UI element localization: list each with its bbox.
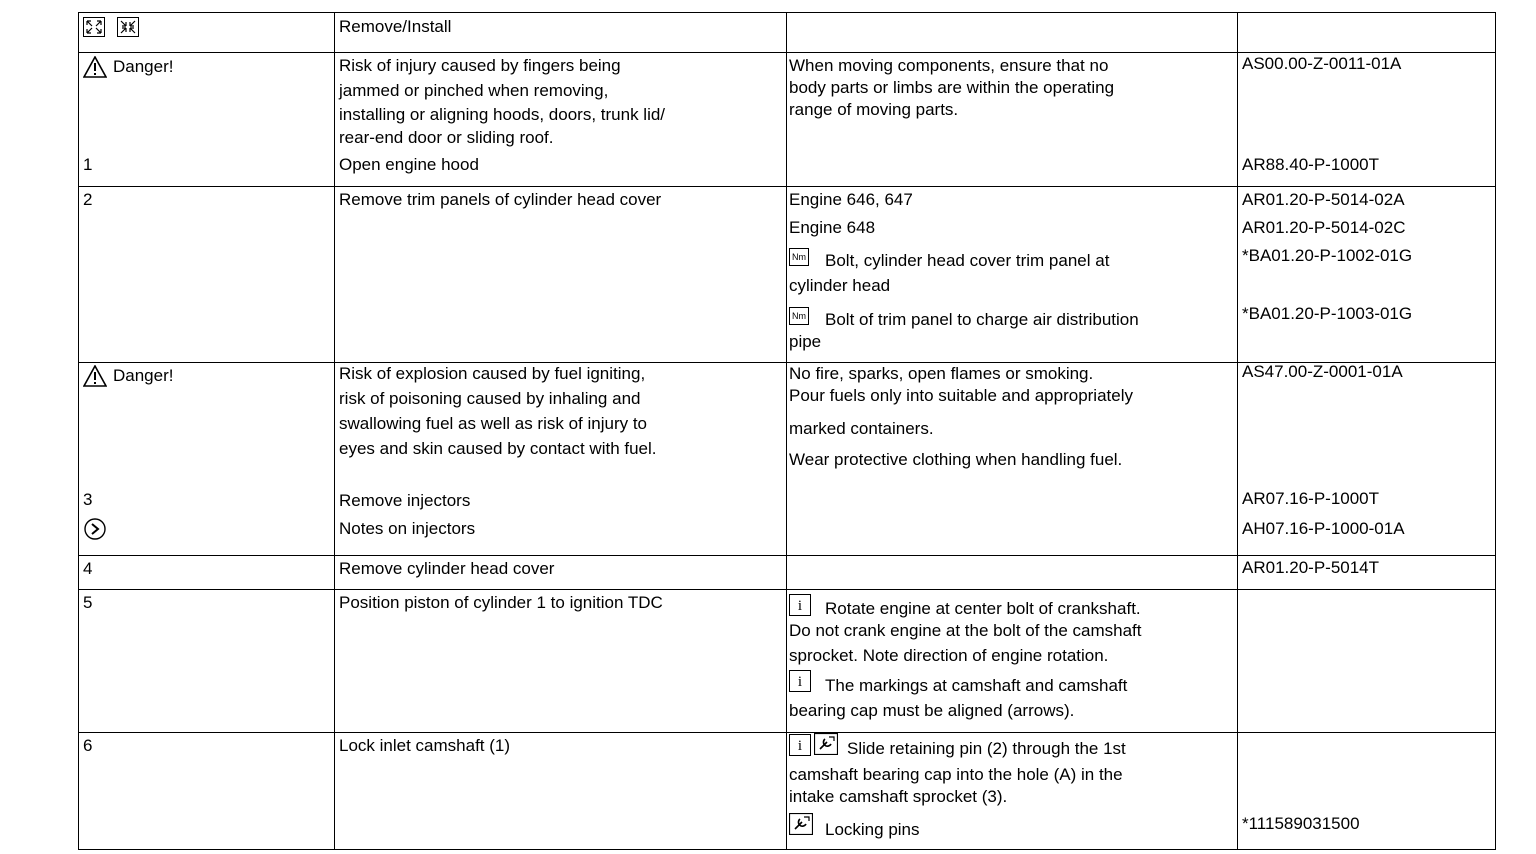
info-icon: i bbox=[789, 669, 811, 692]
table-row-step-5 bbox=[79, 590, 1496, 733]
note-line: cylinder head bbox=[789, 276, 891, 295]
table-row-danger-explosion bbox=[79, 363, 1496, 556]
warning-triangle-icon bbox=[83, 56, 107, 78]
step-text: Remove trim panels of cylinder head cover bbox=[339, 190, 662, 209]
danger-text-line: Risk of explosion caused by fuel igniting, bbox=[339, 364, 646, 383]
step-text: Open engine hood bbox=[339, 155, 479, 174]
reference-link[interactable]: AH07.16-P-1000-01A bbox=[1242, 519, 1405, 538]
special-tool-icon bbox=[814, 733, 838, 761]
table-row-header bbox=[79, 13, 1496, 53]
table-row-step-2 bbox=[79, 187, 1496, 363]
note-line: bearing cap must be aligned (arrows). bbox=[789, 701, 1075, 720]
danger-text-line: swallowing fuel as well as risk of injury to bbox=[339, 414, 648, 433]
step-number: 6 bbox=[83, 736, 93, 755]
note-line: Engine 646, 647 bbox=[789, 190, 913, 209]
reference-link[interactable]: AR01.20-P-5014-02C bbox=[1242, 218, 1406, 237]
note-line: intake camshaft sprocket (3). bbox=[789, 787, 1008, 806]
note-line: Pour fuels only into suitable and appropriately bbox=[789, 386, 1133, 405]
reference-link[interactable]: AR88.40-P-1000T bbox=[1242, 155, 1380, 174]
step-text: Lock inlet camshaft (1) bbox=[339, 736, 511, 755]
note-line: Do not crank engine at the bolt of the camshaft bbox=[789, 621, 1142, 640]
reference-link[interactable]: AR07.16-P-1000T bbox=[1242, 489, 1380, 508]
note-line: The markings at camshaft and camshaft bbox=[825, 676, 1128, 695]
danger-text-line: jammed or pinched when removing, bbox=[339, 81, 609, 100]
step-number: 3 bbox=[83, 490, 93, 509]
note-line: body parts or limbs are within the operating bbox=[789, 78, 1115, 97]
note-line: range of moving parts. bbox=[789, 100, 959, 119]
torque-icon: Nm bbox=[789, 304, 809, 326]
note-line: Slide retaining pin (2) through the 1st bbox=[847, 739, 1126, 758]
note-line: Locking pins bbox=[825, 820, 920, 839]
step-text: Remove cylinder head cover bbox=[339, 559, 555, 578]
note-line: Bolt, cylinder head cover trim panel at bbox=[825, 251, 1110, 270]
step-text: Remove injectors bbox=[339, 491, 471, 510]
special-tool-icon bbox=[789, 813, 813, 841]
action-title: Remove/Install bbox=[339, 17, 452, 36]
notes-icon bbox=[83, 517, 107, 547]
notes-text: Notes on injectors bbox=[339, 519, 476, 538]
note-line: No fire, sparks, open flames or smoking. bbox=[789, 364, 1094, 383]
note-line: camshaft bearing cap into the hole (A) in the bbox=[789, 765, 1123, 784]
danger-label: Danger! bbox=[83, 365, 173, 387]
danger-label: Danger! bbox=[83, 56, 173, 78]
note-line: Wear protective clothing when handling fuel. bbox=[789, 450, 1123, 469]
step-number: 1 bbox=[83, 155, 93, 174]
table-row-step-4 bbox=[79, 556, 1496, 590]
reference-link[interactable]: AR01.20-P-5014-02A bbox=[1242, 190, 1405, 209]
reference-link[interactable]: AS00.00-Z-0011-01A bbox=[1242, 54, 1402, 73]
info-icon: i bbox=[789, 733, 811, 756]
torque-icon: Nm bbox=[789, 245, 809, 267]
note-line: Engine 648 bbox=[789, 218, 876, 237]
note-line: When moving components, ensure that no bbox=[789, 56, 1109, 75]
note-line: Rotate engine at center bolt of crankshaft. bbox=[825, 599, 1141, 618]
step-number: 5 bbox=[83, 593, 93, 612]
danger-text-line: risk of poisoning caused by inhaling and bbox=[339, 389, 641, 408]
step-number: 4 bbox=[83, 559, 93, 578]
danger-text-line: eyes and skin caused by contact with fuel. bbox=[339, 439, 657, 458]
warning-triangle-icon bbox=[83, 365, 107, 387]
procedure-sheet bbox=[78, 12, 1495, 850]
info-icon: i bbox=[789, 593, 811, 616]
danger-text-line: Risk of injury caused by fingers being bbox=[339, 56, 621, 75]
remove-icon bbox=[83, 17, 105, 43]
reference-link[interactable]: *BA01.20-P-1002-01G bbox=[1242, 246, 1413, 265]
table-row-danger-injury bbox=[79, 53, 1496, 187]
reference-link[interactable]: AR01.20-P-5014T bbox=[1242, 558, 1380, 577]
danger-text-line: installing or aligning hoods, doors, trunk lid/ bbox=[339, 105, 666, 124]
note-line: pipe bbox=[789, 332, 822, 351]
step-number: 2 bbox=[83, 190, 93, 209]
note-line: Bolt of trim panel to charge air distribution bbox=[825, 310, 1139, 329]
danger-text-line: rear-end door or sliding roof. bbox=[339, 128, 554, 147]
note-line: sprocket. Note direction of engine rotation. bbox=[789, 646, 1109, 665]
install-icon bbox=[117, 17, 139, 43]
step-text: Position piston of cylinder 1 to ignition TDC bbox=[339, 593, 663, 612]
procedure-table bbox=[78, 12, 1496, 850]
reference-link[interactable]: AS47.00-Z-0001-01A bbox=[1242, 362, 1403, 381]
note-line: marked containers. bbox=[789, 419, 934, 438]
table-row-step-6 bbox=[79, 733, 1496, 850]
reference-link[interactable]: *111589031500 bbox=[1242, 814, 1360, 833]
reference-link[interactable]: *BA01.20-P-1003-01G bbox=[1242, 304, 1413, 323]
